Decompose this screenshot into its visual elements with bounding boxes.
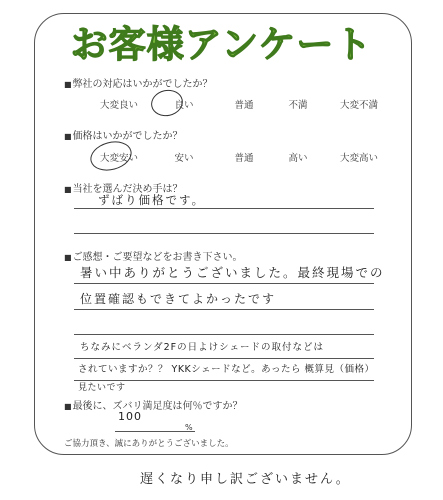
comment-rule-2 [74, 309, 374, 310]
options-price [86, 150, 406, 164]
question-comments: ■ ご感想・ご要望などをお書き下さい。 [64, 248, 243, 263]
comment-line-1: 暑い中ありがとうございました。最終現場での [80, 265, 385, 280]
comment-line-4: ちなみにベランダ2Fの日よけシェードの取付などは [80, 342, 324, 353]
option-service-3: 普通 [234, 100, 254, 111]
option-service-5: 大変不満 [339, 100, 378, 111]
answer-satisfaction: 100 [118, 410, 142, 423]
option-service-2: 良い [174, 100, 194, 111]
question-reason: ■ 当社を選んだ決め手は？ [64, 180, 183, 195]
comment-line-6: 見たいです [78, 383, 126, 393]
option-price-4: 高い [288, 153, 308, 164]
answer-line-1 [74, 208, 374, 209]
comment-line-5: されていますか？？ YKKシェードなど。あったら 概算見（価格） [78, 364, 375, 375]
handwritten-apology: 遅くなり申し訳ございません。 [140, 472, 351, 487]
comment-rule-1 [74, 283, 374, 284]
answer-reason: ずばり価格です。 [98, 193, 206, 207]
option-price-2: 安い [174, 153, 194, 164]
options-service [86, 97, 406, 111]
comment-line-2: 位置確認もできてよかったです [80, 292, 277, 306]
option-service-1: 大変良い [99, 100, 138, 111]
option-price-3: 普通 [234, 153, 254, 164]
comment-rule-4 [74, 358, 374, 359]
footer-thanks: ご協力頂き、誠にありがとうございました。 [64, 439, 234, 449]
percent-unit: % [185, 423, 193, 432]
option-price-1: 大変安い [99, 153, 138, 164]
option-price-5: 大変高い [339, 153, 378, 164]
question-service: ■ 弊社の対応はいかがでしたか？ [64, 75, 213, 90]
satisfaction-line [115, 431, 195, 432]
answer-line-2 [74, 233, 374, 234]
option-service-4: 不満 [288, 100, 308, 111]
question-satisfaction: ■ 最後に、ズバリ満足度は何％ですか？ [64, 397, 243, 412]
survey-title: お客様アンケート [70, 23, 373, 66]
question-price: ■ 価格はいかがでしたか？ [64, 127, 183, 142]
comment-rule-3 [74, 334, 374, 335]
